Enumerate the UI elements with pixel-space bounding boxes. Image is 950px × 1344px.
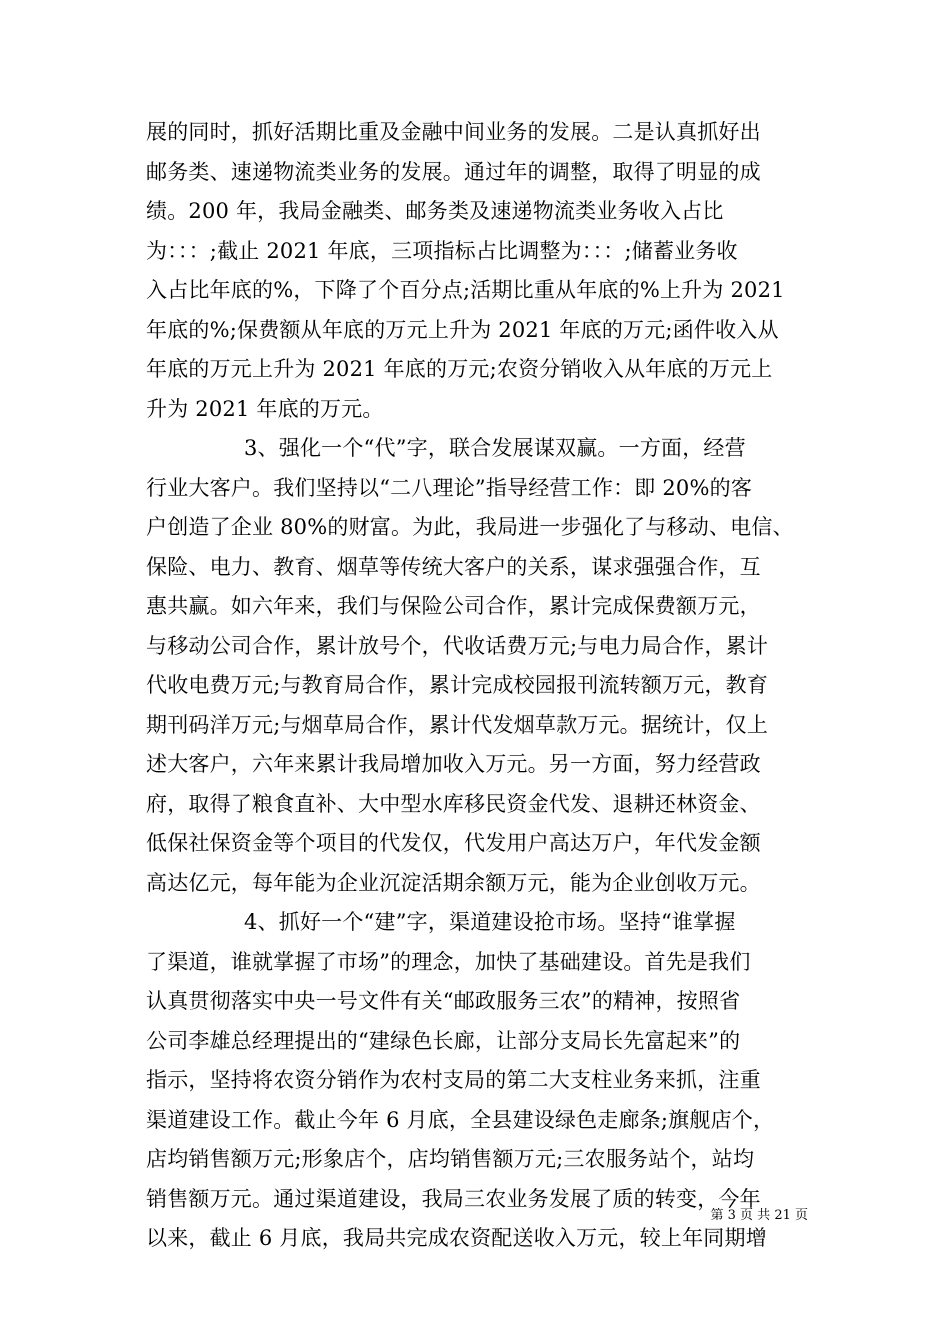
text-line: 高达亿元，每年能为企业沉淀活期余额万元，能为企业创收万元。 bbox=[146, 870, 761, 895]
text-line: 府，取得了粮食直补、大中型水库移民资金代发、退耕还林资金、 bbox=[146, 791, 761, 816]
text-line: 4、抓好一个“建”字，渠道建设抢市场。坚持“谁掌握 bbox=[244, 910, 736, 934]
text-line: 指示，坚持将农资分销作为农村支局的第二大支柱业务来抓，注重 bbox=[146, 1068, 761, 1092]
text-line: 述大客户，六年来累计我局增加收入万元。另一方面，努力经营政 bbox=[146, 752, 761, 776]
text-line: 公司李雄总经理提出的“建绿色长廊，让部分支局长先富起来”的 bbox=[146, 1028, 741, 1053]
text-line: 惠共赢。如六年来，我们与保险公司合作，累计完成保费额万元， bbox=[146, 594, 761, 618]
text-line: 以来，截止 6 月底，我局共完成农资配送收入万元，较上年同期增 bbox=[146, 1226, 767, 1250]
text-line: 期刊码洋万元;与烟草局合作，累计代发烟草款万元。据统计，仅上 bbox=[146, 712, 769, 737]
page-number: 第 3 页 共 21 页 bbox=[710, 1208, 808, 1223]
text-line: 与移动公司合作，累计放号个，代收话费万元;与电力局合作，累计 bbox=[146, 633, 769, 658]
text-line: 代收电费万元;与教育局合作，累计完成校园报刊流转额万元，教育 bbox=[146, 673, 769, 697]
text-line: 行业大客户。我们坚持以“二八理论”指导经营工作：即 20%的客 bbox=[146, 475, 753, 500]
text-line: 展的同时，抓好活期比重及金融中间业务的发展。二是认真抓好出 bbox=[146, 120, 761, 144]
text-line: 升为 2021 年底的万元。 bbox=[146, 396, 384, 421]
text-line: 绩。200 年，我局金融类、邮务类及速递物流类业务收入占比 bbox=[146, 199, 724, 223]
text-line: 户创造了企业 80%的财富。为此，我局进一步强化了与移动、电信、 bbox=[146, 515, 794, 539]
body-text bbox=[146, 113, 836, 1259]
text-line: 低保社保资金等个项目的代发仅，代发用户高达万户，年代发金额 bbox=[146, 831, 761, 855]
text-line: 入占比年底的%，下降了个百分点;活期比重从年底的%上升为 2021 bbox=[146, 278, 785, 302]
text-line: 为：：：;截止 2021 年底，三项指标占比调整为：：：;储蓄业务收 bbox=[146, 238, 738, 263]
text-line: 3、强化一个“代”字，联合发展谋双赢。一方面，经营 bbox=[244, 436, 746, 460]
text-line: 年底的万元上升为 2021 年底的万元;农资分销收入从年底的万元上 bbox=[146, 357, 773, 381]
text-line: 店均销售额万元;形象店个，店均销售额万元;三农服务站个，站均 bbox=[146, 1147, 755, 1171]
text-line: 邮务类、速递物流类业务的发展。通过年的调整，取得了明显的成 bbox=[146, 159, 761, 184]
text-line: 渠道建设工作。截止今年 6 月底，全县建设绿色走廊条;旗舰店个， bbox=[146, 1107, 775, 1132]
text-line: 销售额万元。通过渠道建设，我局三农业务发展了质的转变，今年 bbox=[146, 1186, 761, 1211]
text-line: 年底的%;保费额从年底的万元上升为 2021 年底的万元;函件收入从 bbox=[146, 317, 779, 342]
text-line: 了渠道，谁就掌握了市场”的理念，加快了基础建设。首先是我们 bbox=[146, 949, 751, 974]
text-line: 认真贯彻落实中央一号文件有关“邮政服务三农”的精神，按照省 bbox=[146, 989, 741, 1013]
text-line: 保险、电力、教育、烟草等传统大客户的关系，谋求强强合作，互 bbox=[146, 554, 761, 579]
